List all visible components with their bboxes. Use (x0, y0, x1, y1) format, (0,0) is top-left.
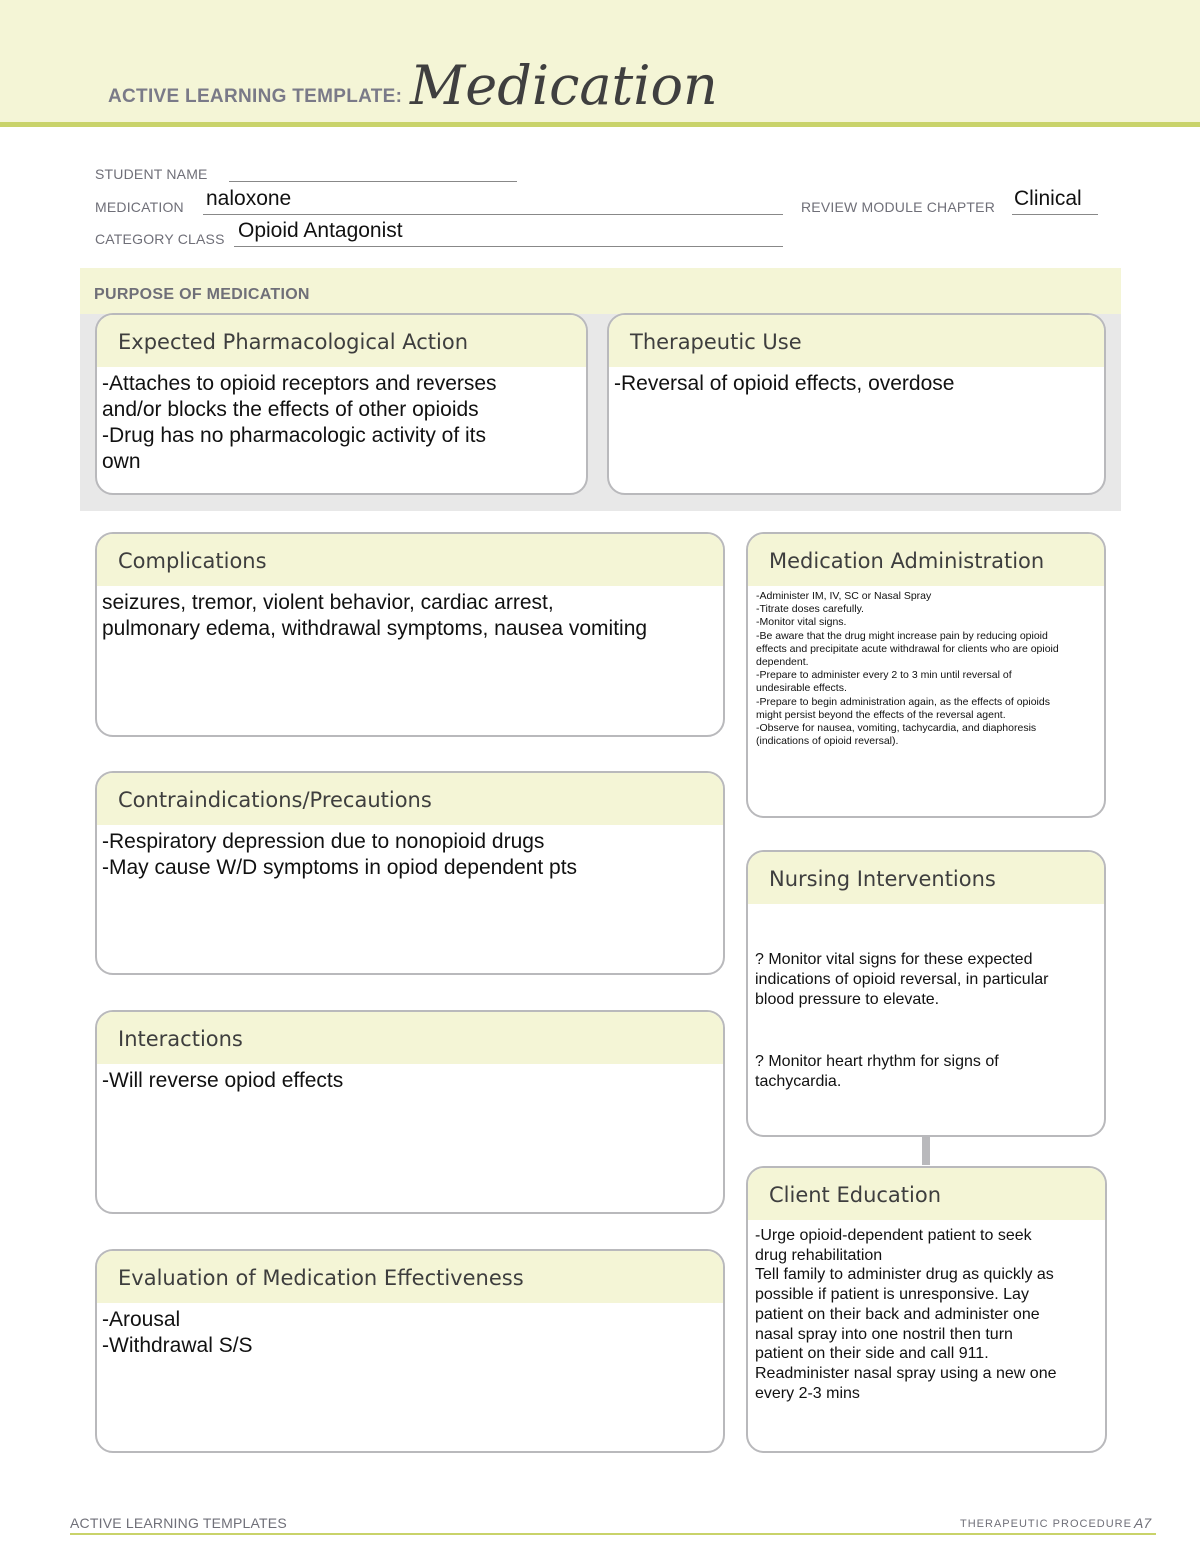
client-education-title: Client Education (769, 1183, 942, 1207)
footer-section-label: THERAPEUTIC PROCEDURE (960, 1518, 1132, 1530)
medication-label: MEDICATION (95, 199, 184, 215)
interactions-title: Interactions (118, 1027, 243, 1051)
review-module-field-line (1012, 213, 1098, 215)
administration-header (748, 534, 1104, 586)
category-class-label: CATEGORY CLASS (95, 231, 225, 247)
review-module-label: REVIEW MODULE CHAPTER (801, 199, 995, 215)
footer-rule (70, 1533, 1156, 1535)
evaluation-box (95, 1249, 725, 1453)
client-education-text[interactable]: -Urge opioid-dependent patient to seek drug rehabilitation Tell family to administer drug as quickly as possible if patient is unresponsive. Lay patient on their back and administer one nasal spray into one nostril then turn patient on their side and call 911. Readminister nasal spray using a new one every 2-3 mins (755, 1227, 1057, 1402)
student-name-label: STUDENT NAME (95, 166, 208, 182)
purpose-title: PURPOSE OF MEDICATION (94, 286, 310, 303)
complications-header (97, 534, 723, 586)
client-education-header (748, 1168, 1105, 1220)
nursing-interventions-box (746, 850, 1106, 1137)
contraindications-text[interactable]: -Respiratory depression due to nonopioid drugs -May cause W/D symptoms in opiod dependent pts (102, 830, 578, 879)
page-number: A7 (1134, 1515, 1152, 1531)
medication-field-line (203, 213, 783, 215)
therapeutic-use-box (607, 313, 1106, 495)
interactions-text[interactable]: -Will reverse opiod effects (102, 1069, 344, 1092)
header-rule (0, 122, 1200, 127)
template-label: ACTIVE LEARNING TEMPLATE: (108, 86, 403, 107)
administration-title: Medication Administration (769, 549, 1045, 573)
therapeutic-use-title: Therapeutic Use (630, 330, 802, 354)
review-module-field[interactable]: Clinical (1014, 187, 1082, 210)
complications-box (95, 532, 725, 737)
category-class-field-line (234, 245, 783, 247)
contraindications-title: Contraindications/Precautions (118, 788, 432, 812)
evaluation-title: Evaluation of Medication Effectiveness (118, 1266, 524, 1290)
complications-text[interactable]: seizures, tremor, violent behavior, cardiac arrest, pulmonary edema, withdrawal symptoms, nausea vomiting (102, 591, 648, 640)
interactions-header (97, 1012, 723, 1064)
expected-action-text[interactable]: -Attaches to opioid receptors and reverses and/or blocks the effects of other opioids -Drug has no pharmacologic activity of its own (102, 372, 497, 473)
medication-field[interactable]: naloxone (206, 187, 292, 210)
expected-action-title: Expected Pharmacological Action (118, 330, 469, 354)
therapeutic-use-text[interactable]: -Reversal of opioid effects, overdose (614, 372, 955, 395)
administration-text[interactable]: -Administer IM, IV, SC or Nasal Spray -Titrate doses carefully. -Monitor vital signs. -Be aware that the drug might increase pain by reducing opioid effects and precipitate acute withdrawal for clients who are opioid dependent. -Prepare to administer every 2 to 3 min until reversal of undesirable effects. -Prepare to begin administration again, as the effects of opioids might persist beyond the effects of the reversal agent. -Observe for nausea, vomiting, tachycardia, and diaphoresis (indications of opioid reversal). (756, 590, 1059, 748)
nursing-item: ? Monitor heart rhythm for signs of tachycardia. (755, 1053, 999, 1090)
expected-action-header (97, 315, 586, 367)
complications-title: Complications (118, 549, 267, 573)
nursing-interventions-title: Nursing Interventions (769, 867, 996, 891)
nursing-interventions-text[interactable] (748, 904, 1104, 1137)
evaluation-text[interactable]: -Arousal -Withdrawal S/S (102, 1308, 253, 1357)
box-connector (922, 1137, 930, 1165)
student-name-field[interactable] (229, 180, 517, 182)
nursing-interventions-header (748, 852, 1104, 904)
client-education-box (746, 1166, 1107, 1453)
footer-label: ACTIVE LEARNING TEMPLATES (70, 1515, 287, 1531)
category-class-field[interactable]: Opioid Antagonist (238, 219, 403, 242)
contraindications-header (97, 773, 723, 825)
contraindications-box (95, 771, 725, 975)
administration-box (746, 532, 1106, 818)
nursing-item: ? Monitor vital signs for these expected indications of opioid reversal, in particular blood pressure to elevate. (755, 951, 1049, 1008)
evaluation-header (97, 1251, 723, 1303)
therapeutic-use-header (609, 315, 1104, 367)
page-title: Medication (410, 54, 718, 117)
interactions-box (95, 1010, 725, 1214)
purpose-header (80, 268, 1121, 314)
expected-action-box (95, 313, 588, 495)
